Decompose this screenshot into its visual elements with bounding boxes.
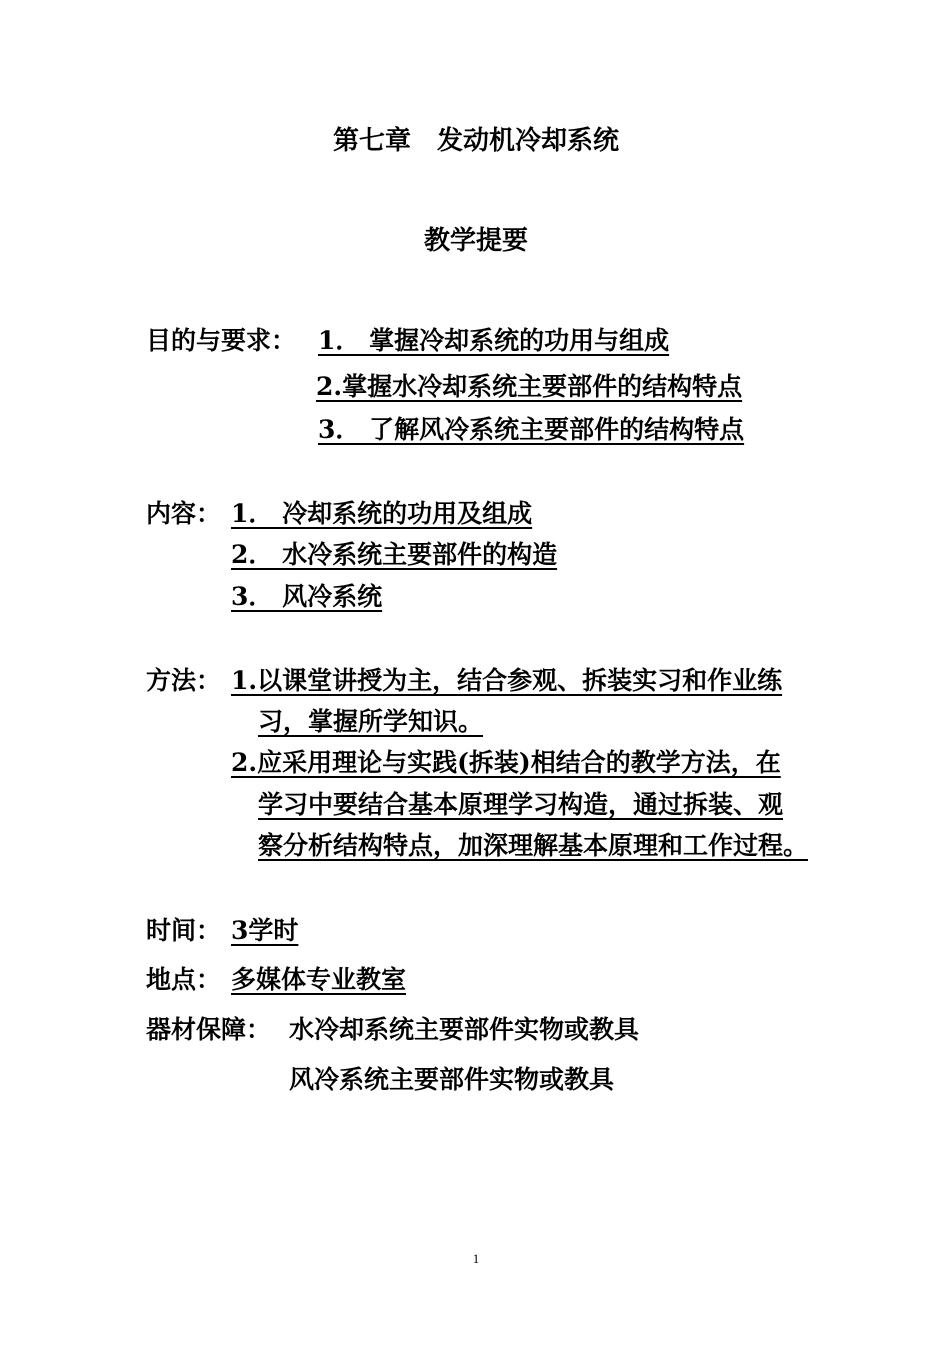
method-item-2-line-1: 2.应采用理论与实践(拆装)相结合的教学方法，在 <box>231 748 781 777</box>
method-item-2-line-3: 察分析结构特点，加深理解基本原理和工作过程。 <box>258 831 809 860</box>
objective-item-3: 3． 了解风冷系统主要部件的结构特点 <box>318 415 745 444</box>
content-item-2: 2． 水冷系统主要部件的构造 <box>231 540 558 569</box>
content-item-1: 1． 冷却系统的功用及组成 <box>231 499 533 528</box>
time-label: 时间： <box>146 916 222 945</box>
methods-label: 方法： <box>146 666 222 695</box>
subtitle: 教学提要 <box>423 226 528 256</box>
objectives-label: 目的与要求： <box>146 326 297 355</box>
equipment-line-2: 风冷系统主要部件实物或教具 <box>289 1065 615 1094</box>
time-value: 3学时 <box>231 916 299 945</box>
method-item-1-line-1: 1.以课堂讲授为主，结合参观、拆装实习和作业练 <box>231 666 783 695</box>
objective-item-2: 2.掌握水冷却系统主要部件的结构特点 <box>316 372 743 401</box>
equipment-label: 器材保障： <box>146 1015 272 1044</box>
objective-item-1: 1． 掌握冷却系统的功用与组成 <box>318 326 670 355</box>
method-item-2-line-2: 学习中要结合基本原理学习构造，通过拆装、观 <box>258 790 784 819</box>
content-label: 内容： <box>146 499 222 528</box>
content-item-3: 3． 风冷系统 <box>231 582 383 611</box>
location-value: 多媒体专业教室 <box>231 965 407 994</box>
equipment-line-1: 水冷却系统主要部件实物或教具 <box>289 1015 640 1044</box>
location-label: 地点： <box>146 965 222 994</box>
chapter-title: 第七章 发动机冷却系统 <box>332 126 619 156</box>
page-number: 1 <box>472 1251 480 1266</box>
method-item-1-line-2: 习，掌握所学知识。 <box>258 707 484 736</box>
